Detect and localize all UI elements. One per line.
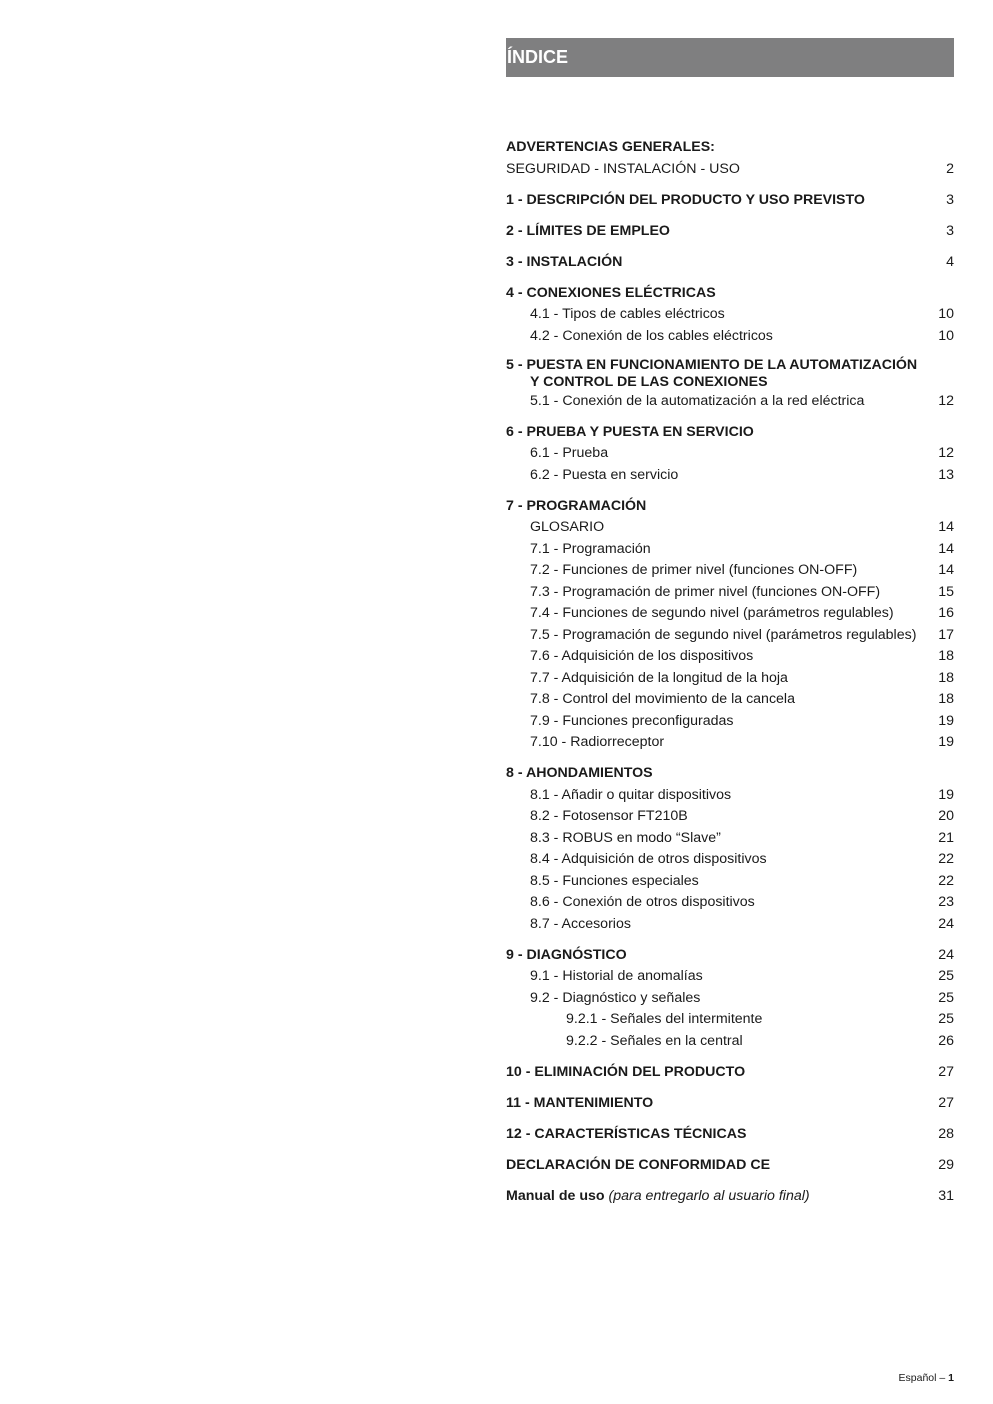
- page-number: 14: [938, 519, 954, 535]
- toc-section-10[interactable]: 10 - ELIMINACIÓN DEL PRODUCTO 27: [506, 1062, 954, 1084]
- toc-section-7: 7 - PROGRAMACIÓN: [506, 497, 647, 514]
- page-number: 18: [938, 669, 954, 686]
- page-number: 12: [938, 445, 954, 461]
- manual-note: (para entregarlo al usuario final): [608, 1187, 810, 1204]
- page-number: 29: [938, 1156, 954, 1173]
- toc-item[interactable]: 8.3 - ROBUS en modo “Slave” 21: [506, 828, 954, 850]
- toc-user-manual[interactable]: [506, 1186, 954, 1208]
- toc-section-2[interactable]: 2 - LÍMITES DE EMPLEO 3: [506, 221, 954, 243]
- page-number: 31: [938, 1187, 954, 1204]
- page-number: 24: [938, 946, 954, 963]
- toc-section-9[interactable]: 9 - DIAGNÓSTICO 24: [506, 945, 954, 967]
- page-number: 25: [938, 1011, 954, 1027]
- page-number: 25: [938, 968, 954, 984]
- page-number: 14: [938, 562, 954, 578]
- toc-item[interactable]: 6.2 - Puesta en servicio 13: [506, 465, 954, 487]
- toc-item[interactable]: 7.9 - Funciones preconfiguradas 19: [506, 711, 954, 733]
- footer-language: Español –: [898, 1372, 946, 1384]
- index-header: [506, 38, 954, 77]
- page-number: 26: [938, 1032, 954, 1049]
- toc-item[interactable]: 7.10 - Radiorreceptor 19: [506, 732, 954, 754]
- toc-item[interactable]: 4.1 - Tipos de cables eléctricos 10: [506, 304, 954, 326]
- toc-item[interactable]: 7.8 - Control del movimiento de la cancela 18: [506, 689, 954, 711]
- page-footer: [899, 1372, 954, 1384]
- toc-subitem[interactable]: 9.2.1 - Señales del intermitente 25: [506, 1009, 954, 1031]
- toc-item[interactable]: 8.4 - Adquisición de otros dispositivos 22: [506, 849, 954, 871]
- toc-item[interactable]: 7.5 - Programación de segundo nivel (parámetros regulables) 17: [506, 625, 954, 647]
- toc-item[interactable]: 7.7 - Adquisición de la longitud de la hoja 18: [506, 668, 954, 690]
- toc-item[interactable]: 6.1 - Prueba 12: [506, 443, 954, 465]
- toc-item[interactable]: 7.3 - Programación de primer nivel (funciones ON-OFF) 15: [506, 582, 954, 604]
- toc-section-1[interactable]: 1 - DESCRIPCIÓN DEL PRODUCTO Y USO PREVISTO 3: [506, 190, 954, 212]
- toc-item[interactable]: 7.2 - Funciones de primer nivel (funciones ON-OFF) 14: [506, 560, 954, 582]
- toc-item[interactable]: 8.5 - Funciones especiales 22: [506, 871, 954, 893]
- toc-item[interactable]: 8.2 - Fotosensor FT210B 20: [506, 806, 954, 828]
- footer-page-number: 1: [948, 1372, 954, 1384]
- page-number: 27: [938, 1094, 954, 1111]
- toc-item[interactable]: 8.6 - Conexión de otros dispositivos 23: [506, 892, 954, 914]
- page-number: 3: [946, 191, 954, 208]
- toc-section-11[interactable]: 11 - MANTENIMIENTO 27: [506, 1093, 954, 1115]
- toc-item[interactable]: 8.1 - Añadir o quitar dispositivos 19: [506, 785, 954, 807]
- toc-section-4: 4 - CONEXIONES ELÉCTRICAS: [506, 284, 716, 301]
- page-number: 3: [946, 222, 954, 239]
- table-of-contents: [506, 137, 954, 1207]
- toc-section-3[interactable]: 3 - INSTALACIÓN 4: [506, 252, 954, 274]
- toc-item[interactable]: 5.1 - Conexión de la automatización a la red eléctrica 12: [506, 391, 954, 413]
- toc-item[interactable]: 7.6 - Adquisición de los dispositivos 18: [506, 646, 954, 668]
- toc-warnings-entry[interactable]: SEGURIDAD - INSTALACIÓN - USO 2: [506, 159, 954, 181]
- toc-section-5: [506, 357, 954, 391]
- toc-item[interactable]: 9.1 - Historial de anomalías 25: [506, 966, 954, 988]
- toc-section-6: 6 - PRUEBA Y PUESTA EN SERVICIO: [506, 423, 754, 440]
- page-number: 10: [938, 327, 954, 344]
- page-number: 28: [938, 1125, 954, 1142]
- page-number: 14: [938, 540, 954, 557]
- toc-item[interactable]: 7.1 - Programación 14: [506, 539, 954, 561]
- toc-warnings-heading: ADVERTENCIAS GENERALES:: [506, 139, 715, 155]
- toc-declaration[interactable]: DECLARACIÓN DE CONFORMIDAD CE 29: [506, 1155, 954, 1177]
- page-number: 13: [938, 466, 954, 483]
- page-number: 10: [938, 306, 954, 322]
- page-number: 15: [938, 583, 954, 600]
- page-number: 18: [938, 691, 954, 707]
- toc-item[interactable]: GLOSARIO 14: [506, 517, 954, 539]
- page-number: 16: [938, 605, 954, 621]
- page-number: 19: [938, 734, 954, 750]
- index-title: ÍNDICE: [507, 47, 569, 67]
- page-number: 21: [938, 829, 954, 846]
- toc-subitem[interactable]: 9.2.2 - Señales en la central 26: [506, 1031, 954, 1053]
- toc-item[interactable]: 4.2 - Conexión de los cables eléctricos 10: [506, 326, 954, 348]
- page-number: 12: [938, 392, 954, 409]
- page-number: 19: [938, 712, 954, 729]
- page-number: 27: [938, 1063, 954, 1080]
- toc-item[interactable]: 7.4 - Funciones de segundo nivel (parámetros regulables) 16: [506, 603, 954, 625]
- page-number: 23: [938, 894, 954, 910]
- page-number: 20: [938, 808, 954, 824]
- page-number: 4: [946, 253, 954, 270]
- page-number: 24: [938, 915, 954, 932]
- page-number: 2: [946, 160, 954, 177]
- toc-item[interactable]: 9.2 - Diagnóstico y señales 25: [506, 988, 954, 1010]
- manual-title: Manual de uso: [506, 1187, 605, 1204]
- toc-section-5-line2: Y CONTROL DE LAS CONEXIONES: [530, 373, 768, 390]
- toc-item[interactable]: 8.7 - Accesorios 24: [506, 914, 954, 936]
- toc-section-5-line1: 5 - PUESTA EN FUNCIONAMIENTO DE LA AUTOMATIZACIÓN: [506, 356, 918, 373]
- toc-section-8: 8 - AHONDAMIENTOS: [506, 765, 653, 781]
- page-number: 25: [938, 989, 954, 1006]
- page-number: 22: [938, 851, 954, 867]
- page-number: 22: [938, 872, 954, 889]
- page-number: 18: [938, 648, 954, 664]
- toc-section-12[interactable]: 12 - CARACTERÍSTICAS TÉCNICAS 28: [506, 1124, 954, 1146]
- page-number: 19: [938, 786, 954, 803]
- page-number: 17: [938, 626, 954, 643]
